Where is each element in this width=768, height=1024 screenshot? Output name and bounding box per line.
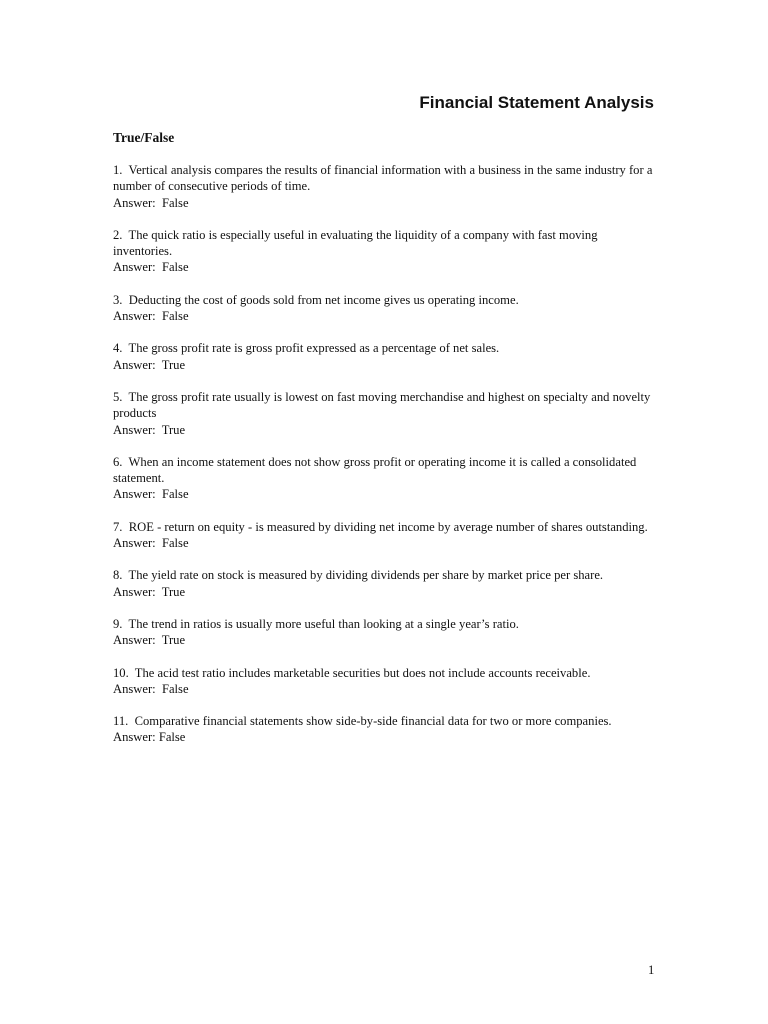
question-list: [113, 162, 658, 762]
question-text: 10. The acid test ratio includes marketable securities but does not include accounts receivable.: [113, 665, 591, 680]
question-text: 7. ROE - return on equity - is measured by dividing net income by average number of shares outstanding.: [113, 519, 648, 534]
answer-line: Answer: False: [113, 730, 186, 745]
answer-line: Answer: False: [113, 309, 189, 324]
section-heading: True/False: [113, 130, 175, 145]
question-text: 3. Deducting the cost of goods sold from net income gives us operating income.: [113, 292, 519, 307]
question-text: 5. The gross profit rate usually is lowest on fast moving merchandise and highest on specialty and novelty products: [113, 389, 654, 421]
answer-line: Answer: False: [113, 260, 189, 275]
question-text: 9. The trend in ratios is usually more useful than looking at a single year’s ratio.: [113, 616, 519, 631]
answer-line: Answer: False: [113, 487, 189, 502]
question-item-3: [113, 292, 658, 325]
question-text: 4. The gross profit rate is gross profit expressed as a percentage of net sales.: [113, 341, 500, 356]
question-item-6: [113, 454, 658, 503]
question-text: 1. Vertical analysis compares the results of financial information with a business in the same industry for a number of consecutive periods of time.: [113, 163, 656, 194]
question-item-7: [113, 519, 658, 552]
question-text: 6. When an income statement does not show gross profit or operating income it is called a consolidated statement.: [113, 454, 640, 486]
question-item-8: [113, 567, 658, 600]
question-text: 11. Comparative financial statements show side-by-side financial data for two or more companies.: [113, 714, 612, 729]
answer-line: Answer: True: [113, 422, 186, 437]
answer-line: Answer: True: [113, 633, 186, 648]
question-item-9: [113, 616, 658, 649]
question-item-11: [113, 713, 658, 746]
question-item-4: [113, 340, 658, 373]
question-item-5: [113, 389, 658, 438]
answer-line: Answer: False: [113, 681, 189, 696]
answer-line: Answer: True: [113, 584, 186, 599]
answer-line: Answer: True: [113, 357, 186, 372]
question-text: 8. The yield rate on stock is measured by dividing dividends per share by market price per share.: [113, 568, 604, 583]
question-item-2: [113, 227, 658, 276]
page-number: 1: [648, 963, 655, 977]
question-item-1: [113, 162, 658, 211]
answer-line: Answer: False: [113, 536, 189, 551]
question-text: 2. The quick ratio is especially useful in evaluating the liquidity of a company with fast moving inventories.: [113, 227, 601, 259]
question-item-10: [113, 665, 658, 698]
answer-line: Answer: False: [113, 195, 189, 210]
page-title: Financial Statement Analysis: [419, 93, 654, 112]
